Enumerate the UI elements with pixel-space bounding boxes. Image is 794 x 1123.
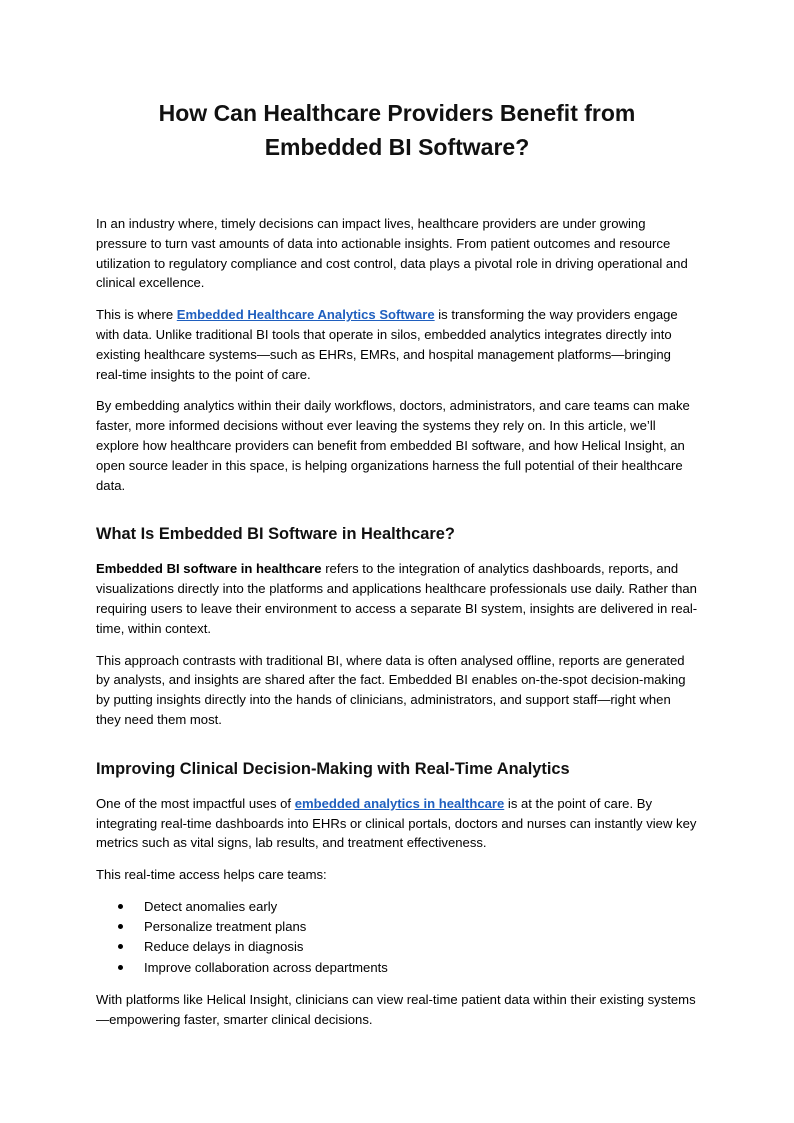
- intro-paragraph-2: [96, 305, 698, 384]
- bullet-icon: [118, 904, 123, 909]
- section2-paragraph-2: This real-time access helps care teams:: [96, 867, 327, 883]
- section-heading-what-is-embedded-bi: What Is Embedded BI Software in Healthcare?: [96, 525, 455, 544]
- intro-paragraph-2-lead: This is where: [96, 307, 177, 323]
- list-item: [118, 958, 698, 978]
- bullet-icon: [118, 924, 123, 929]
- list-item-text: Personalize treatment plans: [144, 919, 307, 935]
- list-item: [118, 897, 698, 917]
- section2-paragraph-1-rest: is at the point of care. By integrating real-time dashboards into EHRs or clinical portals, doctors and nurses can instantly view key metrics such as vital signs, lab results, and treatment effectiveness.: [96, 795, 697, 851]
- list-item-text: Reduce delays in diagnosis: [144, 939, 304, 955]
- section-heading-clinical-decision-making: Improving Clinical Decision-Making with Real-Time Analytics: [96, 759, 570, 778]
- list-item: [118, 917, 698, 937]
- section2-paragraph-3: With platforms like Helical Insight, clinicians can view real-time patient data within their existing systems—empowering faster, smarter clinical decisions.: [96, 991, 696, 1027]
- intro-paragraph-1: In an industry where, timely decisions can impact lives, healthcare providers are under growing pressure to turn vast amounts of data into actionable insights. From patient outcomes and resource utilization to regulatory compliance and cost control, data plays a pivotal role in driving operational and clinical excellence.: [96, 216, 688, 291]
- list-item: [118, 937, 698, 957]
- page-title-line-1: How Can Healthcare Providers Benefit from: [158, 100, 636, 126]
- section1-paragraph-1-rest: refers to the integration of analytics dashboards, reports, and visualizations directly into the platforms and applications healthcare professionals use daily. Rather than requiring users to leave their environment to access a separate BI system, insights are delivered in real-time, within context.: [96, 561, 698, 636]
- section1-bold-term: Embedded BI software in healthcare: [96, 561, 322, 577]
- intro-paragraph-3: By embedding analytics within their daily workflows, doctors, administrators, and care teams can make faster, more informed decisions without ever leaving the systems they rely on. In this article, we’ll explore how healthcare providers can benefit from embedded BI software, and how Helical Insight, an open source leader in this space, is helping organizations harness the full potential of their healthcare data.: [96, 398, 690, 493]
- section2-paragraph-1-lead: One of the most impactful uses of: [96, 795, 295, 811]
- care-team-benefits-list: [96, 897, 698, 978]
- intro-paragraph-2-rest: is transforming the way providers engage with data. Unlike traditional BI tools that operate in silos, embedded analytics integrates directly into existing healthcare systems—such as EHRs, EMRs, and hospital management platforms—bringing real-time insights to the point of care.: [96, 307, 678, 382]
- section2-paragraph-1: [96, 794, 698, 853]
- bullet-icon: [118, 944, 123, 949]
- bullet-icon: [118, 965, 123, 970]
- section1-paragraph-2: This approach contrasts with traditional BI, where data is often analysed offline, reports are generated by analysts, and insights are shared after the fact. Embedded BI enables on-the-spot decision-making by putting insights directly into the hands of clinicians, administrators, and support staff—right when they need them most.: [96, 652, 686, 727]
- list-item-text: Improve collaboration across departments: [144, 959, 388, 975]
- page-title-line-2: Embedded BI Software?: [264, 134, 530, 160]
- list-item-text: Detect anomalies early: [144, 898, 278, 914]
- page-title: [96, 96, 698, 164]
- section1-paragraph-1: [96, 559, 698, 638]
- embedded-healthcare-analytics-link[interactable]: Embedded Healthcare Analytics Software: [176, 307, 435, 323]
- embedded-analytics-in-healthcare-link[interactable]: embedded analytics in healthcare: [294, 795, 505, 811]
